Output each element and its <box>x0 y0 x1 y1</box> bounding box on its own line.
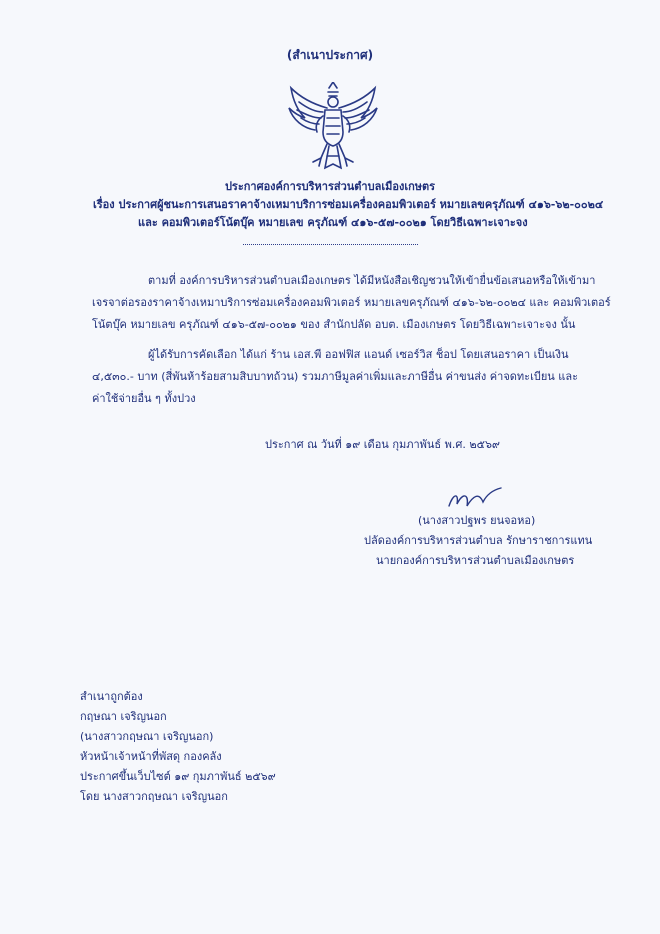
subject-line-2: และ คอมพิวเตอร์โน้ตบุ๊ค หมายเลข ครุภัณฑ์ ๔๑๖-๕๗-๐๐๒๑ โดยวิธีเฉพาะเจาะจง <box>138 216 528 229</box>
certifier-signature-name: กฤษณา เจริญนอก <box>80 710 167 723</box>
certifier-position: หัวหน้าเจ้าหน้าที่พัสดุ กองคลัง <box>80 750 222 763</box>
signatory-name: (นางสาวปฐพร ยนจอหอ) <box>418 514 536 527</box>
certified-copy-label: สำเนาถูกต้อง <box>80 690 143 703</box>
signatory-position-1: ปลัดองค์การบริหารส่วนตำบล รักษาราชการแทน <box>364 534 593 547</box>
announce-date: ประกาศ ณ วันที่ ๑๙ เดือน กุมภาพันธ์ พ.ศ. ๒๕๖๙ <box>265 438 500 451</box>
subject-line-1: เรื่อง ประกาศผู้ชนะการเสนอราคาจ้างเหมาบริการซ่อมเครื่องคอมพิวเตอร์ หมายเลขครุภัณฑ์ ๔๑๖-๖๒-๐๐๒๔ <box>93 198 604 211</box>
signatory-position-2: นายกองค์การบริหารส่วนตำบลเมืองเกษตร <box>376 554 575 567</box>
document-title: ประกาศองค์การบริหารส่วนตำบลเมืองเกษตร <box>224 180 436 193</box>
posted-by: โดย นางสาวกฤษณา เจริญนอก <box>80 790 228 803</box>
paragraph-1-line-3: โน้ตบุ๊ค หมายเลข ครุภัณฑ์ ๔๑๖-๕๗-๐๐๒๑ ของ สำนักปลัด อบต. เมืองเกษตร โดยวิธีเฉพาะเจาะจง นั้น <box>92 318 576 331</box>
copy-label: (สำเนาประกาศ) <box>286 48 374 62</box>
paragraph-2-line-2: ๔,๕๓๐.- บาท (สี่พันห้าร้อยสามสิบบาทถ้วน) รวมภาษีมูลค่าเพิ่มและภาษีอื่น ค่าขนส่ง ค่าจดทะเบียน และ <box>92 370 579 383</box>
website-post-date: ประกาศขึ้นเว็บไซต์ ๑๙ กุมภาพันธ์ ๒๕๖๙ <box>80 770 276 783</box>
certifier-full-name: (นางสาวกฤษณา เจริญนอก) <box>80 730 214 743</box>
paragraph-1-line-2: เจรจาต่อรองราคาจ้างเหมาบริการซ่อมเครื่องคอมพิวเตอร์ หมายเลขครุภัณฑ์ ๔๑๖-๖๒-๐๐๒๔ และ คอมพิวเตอร์ <box>92 296 611 309</box>
handwritten-signature <box>445 484 505 512</box>
dotted-separator <box>243 244 418 245</box>
paragraph-1-line-1: ตามที่ องค์การบริหารส่วนตำบลเมืองเกษตร ได้มีหนังสือเชิญชวนให้เข้ายื่นข้อเสนอหรือให้เข้ามา <box>148 274 596 287</box>
garuda-emblem-icon <box>283 82 383 174</box>
paragraph-2-line-1: ผู้ได้รับการคัดเลือก ได้แก่ ร้าน เอส.พี ออฟฟิส แอนด์ เซอร์วิส ช็อป โดยเสนอราคา เป็นเงิน <box>148 348 569 361</box>
paragraph-2-line-3: ค่าใช้จ่ายอื่น ๆ ทั้งปวง <box>92 392 196 405</box>
